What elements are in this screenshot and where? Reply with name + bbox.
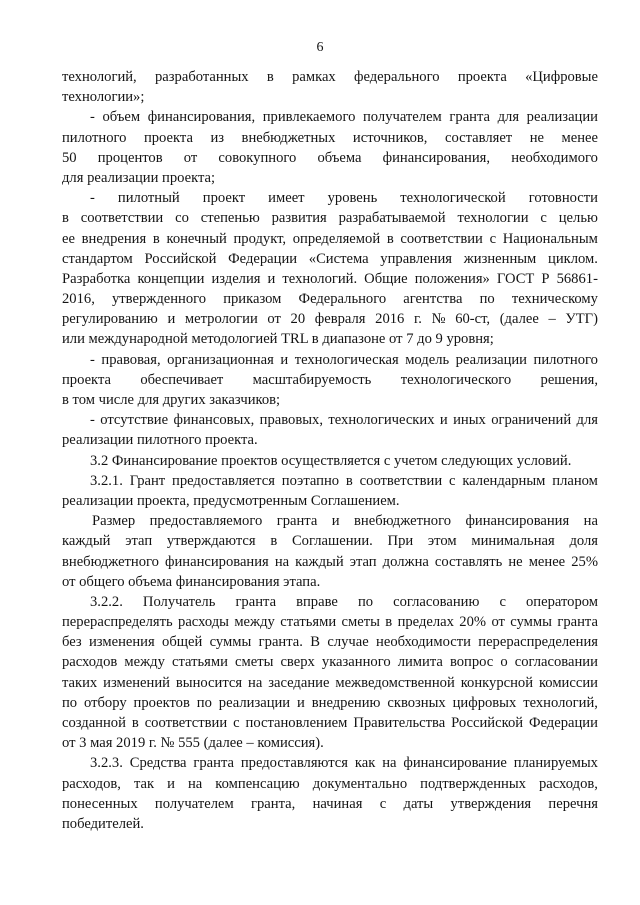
text-line: расходов между статьями сметы сверх указанного лимита вопрос о согласовании [62, 654, 598, 671]
text-line: без изменения общей суммы гранта. В случае необходимости перераспределения [62, 634, 598, 651]
text-line: для реализации проекта; [62, 169, 216, 186]
text-line: пилотного проекта из внебюджетных источников, составляет не менее [62, 129, 598, 146]
text-line: реализации пилотного проекта. [62, 432, 258, 449]
text-line: 3.2.2. Получатель гранта вправе по согласованию с оператором [90, 593, 598, 610]
text-line: 3.2 Финансирование проектов осуществляется с учетом следующих условий. [90, 452, 572, 469]
text-line: технологий, разработанных в рамках федерального проекта «Цифровые [62, 69, 598, 85]
text-line: реализации проекта, предусмотренным Соглашением. [62, 492, 400, 509]
text-line: понесенных получателем гранта, начиная с даты утверждения перечня [62, 795, 598, 812]
text-line: 50 процентов от совокупного объема финансирования, необходимого [62, 149, 598, 166]
text-line: 3.2.1. Грант предоставляется поэтапно в соответствии с календарным планом [90, 472, 598, 489]
text-line: - пилотный проект имеет уровень технологической готовности [90, 190, 598, 207]
text-line: в соответствии со степенью развития разрабатываемой технологии с целью [62, 210, 598, 227]
text-line: Размер предоставляемого гранта и внебюджетного финансирования на [92, 513, 598, 530]
text-line: или международной методологией TRL в диапазоне от 7 до 9 уровня; [62, 331, 494, 348]
text-line: в том числе для других заказчиков; [62, 392, 281, 408]
text-line: проекта обеспечивает масштабируемость технологического решения, [62, 371, 598, 388]
text-line: регулированию и метрологии от 20 февраля 2016 г. № 60-ст, (далее – УТГ) [62, 311, 598, 328]
text-line: таких изменений выносится на заседание межведомственной конкурсной комиссии [62, 674, 598, 691]
text-line: победителей. [62, 815, 144, 832]
text-line: Разработка концепции изделия и технологий. Общие положения» ГОСТ Р 56861- [62, 270, 598, 287]
text-line: каждый этап утверждаются в Соглашении. При этом минимальная доля [62, 533, 598, 550]
text-line: от 3 мая 2019 г. № 555 (далее – комиссия). [62, 735, 324, 752]
text-line: технологии»; [62, 89, 145, 106]
text-line: созданной в соответствии с постановлением Правительства Российской Федерации [62, 715, 598, 731]
text-line: - объем финансирования, привлекаемого получателем гранта для реализации [90, 109, 598, 126]
text-line: - правовая, организационная и технологическая модель реализации пилотного [90, 351, 598, 368]
document-body [62, 67, 598, 834]
text-line: 2016, утвержденного приказом Федерального агентства по техническому [62, 291, 598, 308]
text-line: стандартом Российской Федерации «Система управления жизненным циклом. [62, 250, 598, 267]
page-number: 6 [316, 40, 324, 55]
text-line: 3.2.3. Средства гранта предоставляются как на финансирование планируемых [90, 755, 598, 772]
text-line: перераспределять расходы между статьями сметы в пределах 20% от суммы гранта [62, 614, 598, 631]
text-line: ее внедрения в конечный продукт, определяемой в соответствии с Национальным [62, 230, 598, 247]
text-line: - отсутствие финансовых, правовых, технологических и иных ограничений для [90, 412, 598, 429]
text-line: расходов, так и на компенсацию документально подтвержденных расходов, [62, 775, 598, 792]
text-line: внебюджетного финансирования на каждый этап должна составлять не менее 25% [62, 553, 598, 570]
text-line: от общего объема финансирования этапа. [62, 573, 321, 590]
text-line: по отбору проектов по реализации и внедрению сквозных цифровых технологий, [62, 694, 598, 711]
